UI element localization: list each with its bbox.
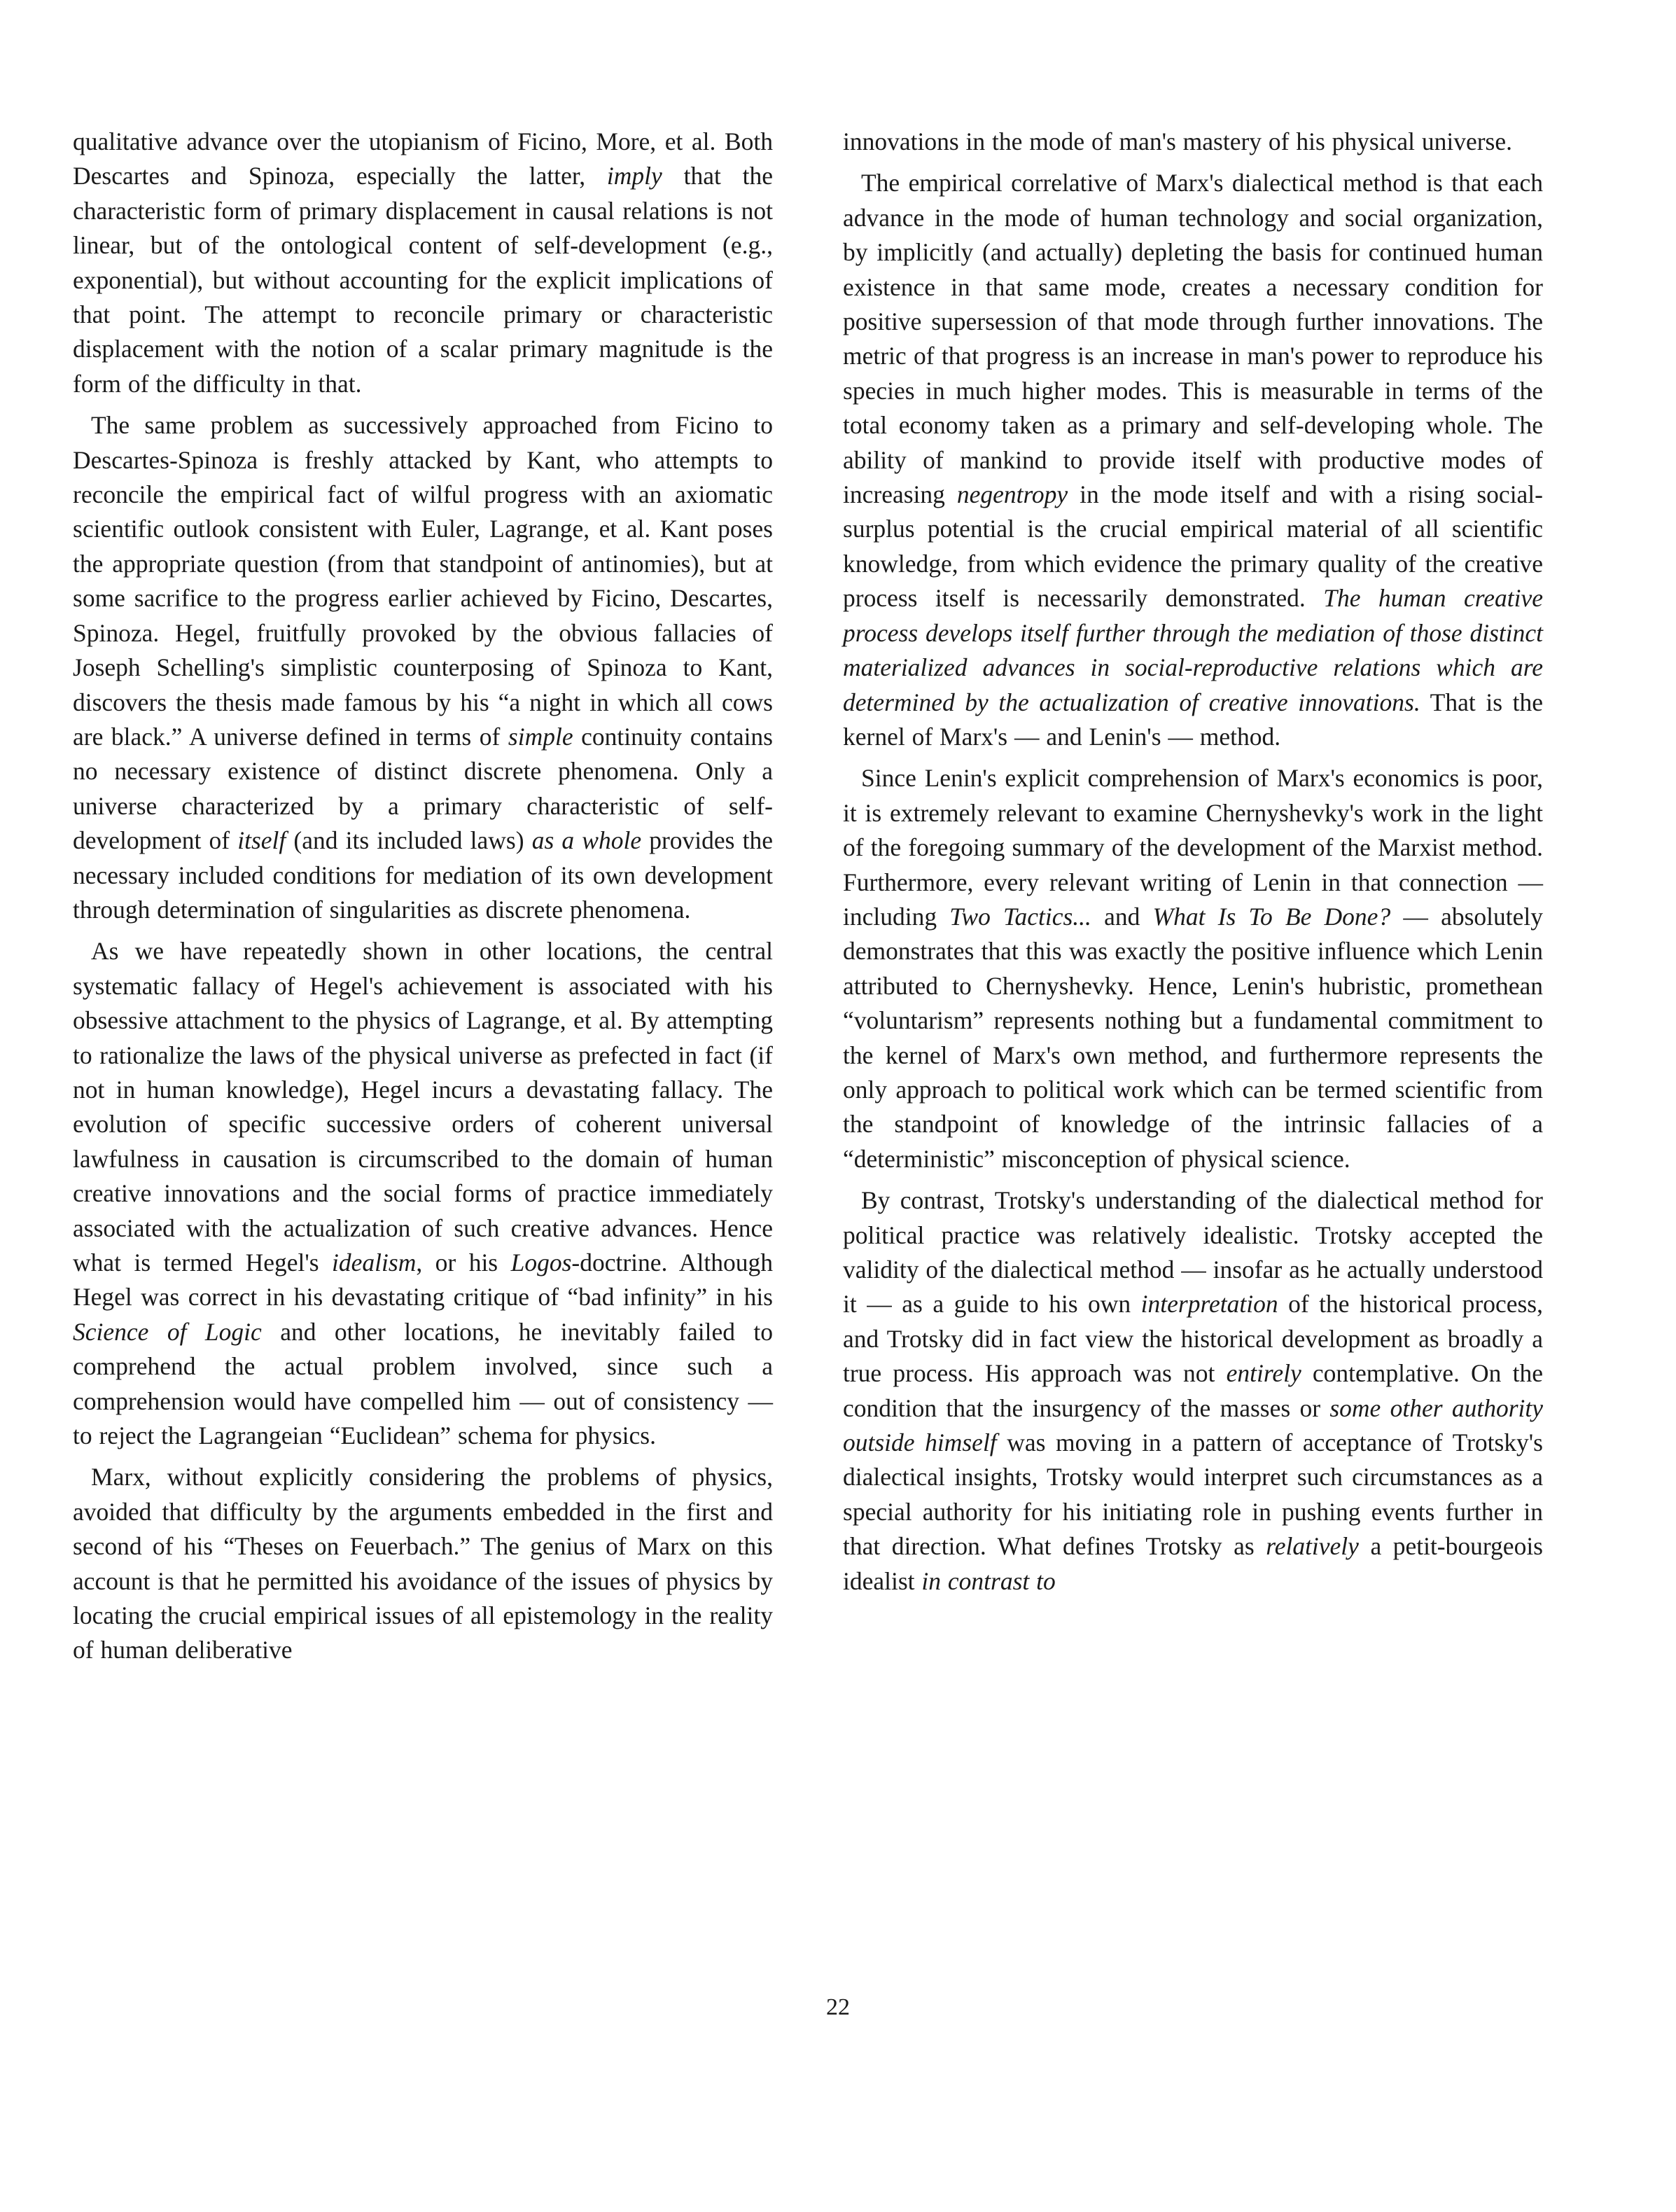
text-run: (and its included laws) [286,826,532,855]
text-run: Since Lenin's explicit comprehension of Marx's economics is poor, it is extremely relevant to examine Chernyshevky's work in the light of the foregoing summary of the development of the Marxist method. Furthermore, every relevant writing of Lenin in that connection — including [843,764,1543,931]
paragraph [73,125,773,401]
text-run: a petit-bourgeois idealist [843,1532,1543,1595]
text-run: in the mode itself and with a rising social-surplus potential is the crucial empirical material of all scientific knowledge, from which evidence the primary quality of the creative process itself is necessarily demonstrated. [843,480,1543,613]
italic-text: Science of Logic [73,1317,262,1346]
paragraph [843,166,1543,754]
italic-text: in contrast to [921,1566,1056,1595]
italic-text: simple [508,722,573,751]
text-run: innovations in the mode of man's mastery of his physical universe. [843,127,1512,155]
text-run: That is the kernel of Marx's — and Lenin's — method. [843,688,1543,751]
italic-text: interpretation [1140,1290,1278,1319]
text-run: was moving in a pattern of acceptance of Trotsky's dialectical insights, Trotsky would interpret such circumstances as a special authority for his initiating role in pushing events further in that direction. What defines Trotsky as [843,1428,1543,1561]
text-run: The same problem as successively approached from Ficino to Descartes-Spinoza is freshly attacked by Kant, who attempts to reconcile the empirical fact of wilful progress with an axiomatic scientific outlook consistent with Euler, Lagrange, et al. Kant poses the appropriate question (from that standpoint of antinomies), but at some sacrifice to the progress earlier achieved by Ficino, Descartes, Spinoza. Hegel, fruitfully provoked by the obvious fallacies of Joseph Schelling's simplistic counterposing of Spinoza to Kant, discovers the thesis made famous by his “a night in which all cows are black.” A universe defined in terms of [73,411,773,751]
text-run: — absolutely demonstrates that this was exactly the positive influence which Lenin attributed to Chernyshevky. Hence, Lenin's hubristic, promethean “voluntarism” represents nothing but a fundamental commitment to the kernel of Marx's own method, and furthermore represents the only approach to political work which can be termed scientific from the standpoint of knowledge of the intrinsic fallacies of a “deterministic” misconception of physical science. [843,902,1543,1173]
italic-text: What Is To Be Done? [1152,902,1391,931]
italic-text: relatively [1266,1532,1359,1561]
text-run: and [1091,902,1153,931]
paragraph [73,408,773,927]
text-run: Marx, without explicitly considering the problems of physics, avoided that difficulty by the arguments embedded in the first and second of his “Theses on Feuerbach.” The genius of Marx on this account is that he permitted his avoidance of the issues of physics by locating the crucial empirical issues of all epistemology in the reality of human deliberative [73,1463,773,1664]
italic-text: entirely [1226,1359,1301,1388]
text-run: qualitative advance over the utopianism of Ficino, More, et al. Both Descartes and Spinoza, especially the latter, [73,127,773,190]
text-run: provides the necessary included conditions for mediation of its own development through determination of singularities as discrete phenomena. [73,826,773,924]
italic-text: idealism [332,1248,417,1277]
italic-text: some other authority outside himself [843,1393,1544,1457]
text-run: that the characteristic form of primary displacement in causal relations is not linear, but of the ontological content of self-development (e.g., exponential), but without accounting for the explicit implications of that point. The attempt to reconcile primary or characteristic displacement with the notion of a scalar primary magnitude is the form of the difficulty in that. [73,162,773,398]
text-run: contemplative. On the condition that the insurgency of the masses or [843,1359,1543,1422]
text-run: of the historical process, and Trotsky did in fact view the historical development as broadly a true process. His approach was not [843,1290,1543,1388]
right-column [843,125,1543,1606]
text-run: continuity contains no necessary existence of distinct discrete phenomena. Only a universe characterized by a primary characteristic of self-development of [73,722,774,855]
paragraph [843,761,1543,1176]
paragraph [843,125,1543,159]
italic-text: itself [237,826,286,855]
paragraph [73,1460,773,1667]
text-run: and other locations, he inevitably failed to comprehend the actual problem involved, since such a comprehension would have compelled him — out of consistency — to reject the Lagrangeian “Euclidean” schema for physics. [73,1317,774,1450]
paragraph [73,934,773,1453]
text-run: As we have repeatedly shown in other locations, the central systematic fallacy of Hegel's achievement is associated with his obsessive attachment to the physics of Lagrange, et al. By attempting to rationalize the laws of the physical universe as prefected in fact (if not in human knowledge), Hegel incurs a devastating fallacy. The evolution of specific successive orders of coherent universal lawfulness in causation is circumscribed to the domain of human creative innovations and the social forms of practice immediately associated with the actualization of such creative advances. Hence what is termed Hegel's [73,937,773,1277]
italic-text: The human creative process develops itself further through the mediation of those distinct materialized advances in social-reproductive relations which are determined by the actualization of creative innovations. [843,584,1544,716]
text-run: -doctrine. Although Hegel was correct in his devastating critique of “bad infinity” in his [73,1248,774,1312]
italic-text: negentropy [956,480,1068,509]
text-run: By contrast, Trotsky's understanding of the dialectical method for political practice was relatively idealistic. Trotsky accepted the validity of the dialectical method — insofar as he actually understood it — as a guide to his own [843,1186,1543,1319]
italic-text: as a whole [531,826,642,855]
paragraph [843,1183,1543,1599]
italic-text: imply [606,162,662,190]
text-run: , or his [416,1248,511,1277]
page-number: 22 [826,1994,850,2020]
text-run: The empirical correlative of Marx's dialectical method is that each advance in the mode of human technology and social organization, by implicitly (and actually) depleting the basis for continued human existence in that same mode, creates a necessary condition for positive supersession of that mode through further innovations. The metric of that progress is an increase in man's power to reproduce his species in much higher modes. This is measurable in terms of the total economy taken as a primary and self-developing whole. The ability of mankind to provide itself with productive modes of increasing [843,169,1543,509]
italic-text: Two Tactics... [949,902,1091,931]
left-column [73,125,773,1675]
italic-text: Logos [510,1248,572,1277]
